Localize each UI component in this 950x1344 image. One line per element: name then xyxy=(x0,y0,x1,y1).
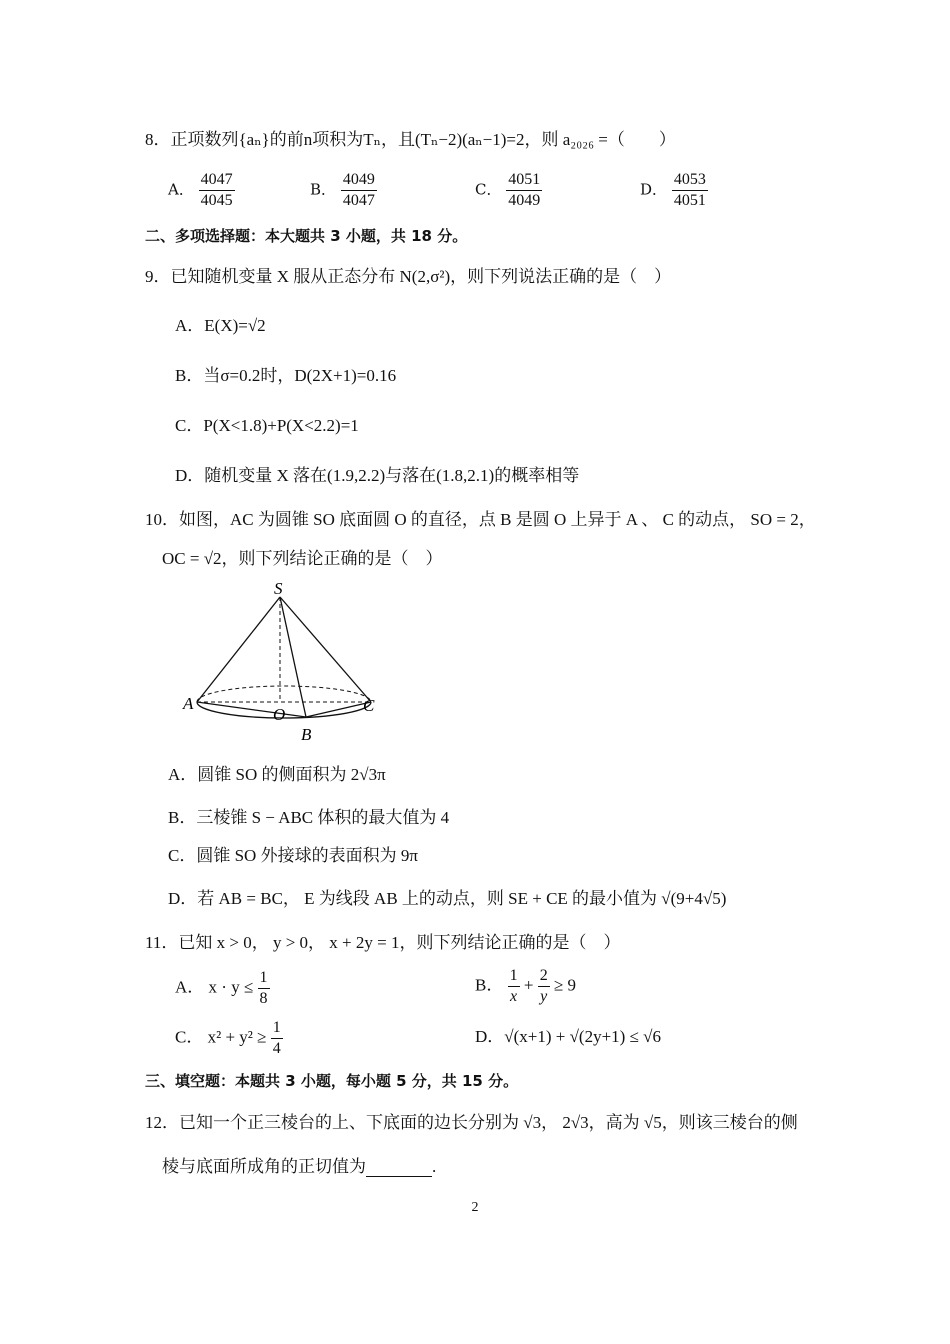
numerator: 1 xyxy=(258,968,270,989)
q8-option-b xyxy=(310,170,377,211)
page-number: 2 xyxy=(471,1200,479,1215)
q12-period: . xyxy=(432,1157,437,1176)
q9-option-c: C．P(X<1.8)+P(X<2.2)=1 xyxy=(175,416,359,435)
q10-option-b: B．三棱锥 S − ABC 体积的最大值为 4 xyxy=(168,808,450,827)
plus-sign: + xyxy=(523,975,534,995)
option-expression: x · y ≤ xyxy=(208,977,254,997)
label-b: B xyxy=(301,725,312,744)
option-expression: x² + y² ≥ xyxy=(207,1027,267,1047)
fraction xyxy=(341,170,377,211)
section-heading-fill-in: 三、填空题：本题共 3 小题，每小题 5 分，共 15 分。 xyxy=(145,1072,519,1090)
q11-option-b xyxy=(475,966,576,1007)
q10-option-a: A．圆锥 SO 的侧面积为 2√3π xyxy=(168,765,386,784)
label-o: O xyxy=(273,705,286,724)
q12-text: 棱与底面所成角的正切值为 xyxy=(162,1157,366,1176)
fraction xyxy=(538,966,550,1007)
option-label: C． xyxy=(175,1027,204,1047)
cone-figure xyxy=(175,578,390,748)
numerator: 2 xyxy=(538,966,550,987)
generatrix-sa xyxy=(197,597,280,702)
q10-option-c: C．圆锥 SO 外接球的表面积为 9π xyxy=(168,846,418,865)
denominator: 4045 xyxy=(200,192,233,209)
option-expression: ≥ 9 xyxy=(553,975,577,995)
numerator: 1 xyxy=(271,1018,283,1039)
fraction xyxy=(199,170,235,211)
numerator: 4053 xyxy=(672,170,708,191)
fraction xyxy=(271,1018,283,1059)
q11-option-a xyxy=(175,968,270,1009)
q11-option-c xyxy=(175,1018,283,1059)
numerator: 4047 xyxy=(199,170,235,191)
q8-option-a xyxy=(168,170,235,211)
q9-stem: 9．已知随机变量 X 服从正态分布 N(2,σ²)，则下列说法正确的是（ ） xyxy=(145,267,672,286)
denominator: 4 xyxy=(272,1040,281,1057)
q11-stem: 11．已知 x > 0， y > 0， x + 2y = 1，则下列结论正确的是（ ） xyxy=(145,933,621,952)
q10-stem-line2: OC = √2，则下列结论正确的是（ ） xyxy=(162,549,443,568)
section-heading-multiple-choice: 二、多项选择题：本大题共 3 小题，共 18 分。 xyxy=(145,227,468,245)
option-label: A． xyxy=(168,180,194,199)
denominator: y xyxy=(540,988,548,1005)
numerator: 1 xyxy=(508,966,520,987)
q9-option-a: A．E(X)=√2 xyxy=(175,316,266,335)
q12-line1: 12．已知一个正三棱台的上、下底面的边长分别为 √3， 2√3，高为 √5，则该三棱台的侧 xyxy=(145,1113,798,1132)
base-ellipse-back xyxy=(197,686,371,702)
denominator: 8 xyxy=(259,990,268,1007)
denominator: x xyxy=(510,988,518,1005)
fraction xyxy=(508,966,520,1007)
label-c: C xyxy=(363,696,375,715)
label-s: S xyxy=(274,579,283,598)
numerator: 4051 xyxy=(506,170,542,191)
q9-option-d: D．随机变量 X 落在(1.9,2.2)与落在(1.8,2.1)的概率相等 xyxy=(175,466,580,485)
q8-stem: 8．正项数列{aₙ}的前n项积为Tₙ，且(Tₙ−2)(aₙ−1)=2，则 a₂₀₂₆ =（ ） xyxy=(145,130,676,149)
q8-option-c xyxy=(475,170,542,211)
q9-option-b: B．当σ=0.2时，D(2X+1)=0.16 xyxy=(175,366,397,385)
q12-line2 xyxy=(162,1157,436,1177)
option-label: B． xyxy=(310,180,337,199)
answer-blank[interactable] xyxy=(366,1160,432,1177)
option-label: B． xyxy=(475,975,504,995)
option-label: A． xyxy=(175,977,205,997)
q10-stem-line1: 10．如图，AC 为圆锥 SO 底面圆 O 的直径，点 B 是圆 O 上异于 A 、 C 的动点， SO = 2， xyxy=(145,510,816,529)
numerator: 4049 xyxy=(341,170,377,191)
fraction xyxy=(258,968,270,1009)
q11-option-d: D．√(x+1) + √(2y+1) ≤ √6 xyxy=(475,1027,662,1046)
option-label: C． xyxy=(475,180,502,199)
denominator: 4049 xyxy=(508,192,541,209)
denominator: 4047 xyxy=(342,192,375,209)
segment-ab xyxy=(197,702,306,717)
q8-option-d xyxy=(640,170,708,211)
fraction xyxy=(672,170,708,211)
fraction xyxy=(506,170,542,211)
q10-option-d: D．若 AB = BC， E 为线段 AB 上的动点，则 SE + CE 的最小值为 √(9+4√5) xyxy=(168,889,727,908)
option-label: D． xyxy=(640,180,668,199)
label-a: A xyxy=(183,694,194,713)
denominator: 4051 xyxy=(673,192,706,209)
generatrix-sb xyxy=(280,597,306,717)
